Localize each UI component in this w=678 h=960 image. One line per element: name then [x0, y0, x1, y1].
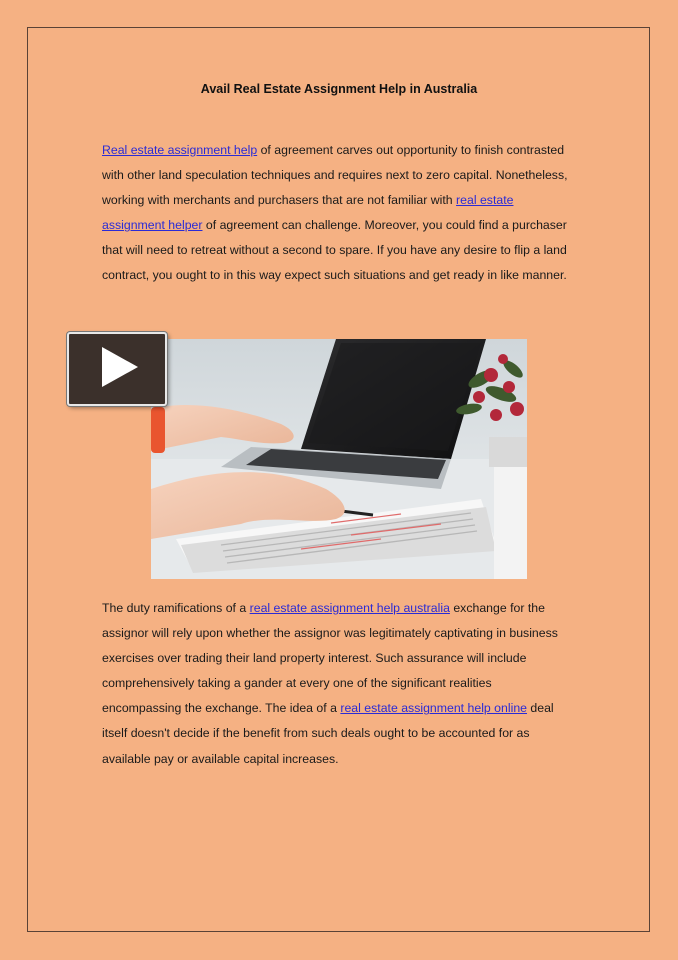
link-real-estate-assignment-helper[interactable]: real estate assignment helper [102, 193, 514, 233]
paragraph-text: exchange for the assignor will rely upon whether the assignor was legitimately captivating in business exercises over trading their land property interest. Such assurance will include comprehensively taking a gander at every one of the significant realities encompassing the exchange. The idea of a [102, 601, 558, 716]
paragraph-text: The duty ramifications of a [102, 601, 250, 615]
play-video-button[interactable] [67, 332, 167, 406]
paragraph-text: of agreement carves out opportunity to finish contrasted with other land speculation techniques and requires next to zero capital. Nonetheless, working with merchants and purchasers that are not familiar with [102, 143, 568, 208]
intro-paragraph [102, 138, 572, 289]
laptop-writing-photo [151, 339, 527, 579]
document-title: Avail Real Estate Assignment Help in Australia [200, 82, 478, 96]
paragraph-text: deal itself doesn't decide if the benefit from such deals ought to be accounted for as available pay or available capital increases. [102, 701, 554, 766]
link-real-estate-assignment-help[interactable]: Real estate assignment help [102, 143, 258, 157]
body-paragraph [102, 596, 572, 772]
link-real-estate-assignment-help-online[interactable]: real estate assignment help online [340, 701, 527, 716]
link-real-estate-assignment-help-australia[interactable]: real estate assignment help australia [249, 601, 450, 615]
play-icon [69, 334, 161, 400]
paragraph-text: of agreement can challenge. Moreover, you could find a purchaser that will need to retreat without a second to spare. If you have any desire to flip a land contract, you ought to in this way expect such situations and get ready in like manner. [102, 218, 567, 283]
